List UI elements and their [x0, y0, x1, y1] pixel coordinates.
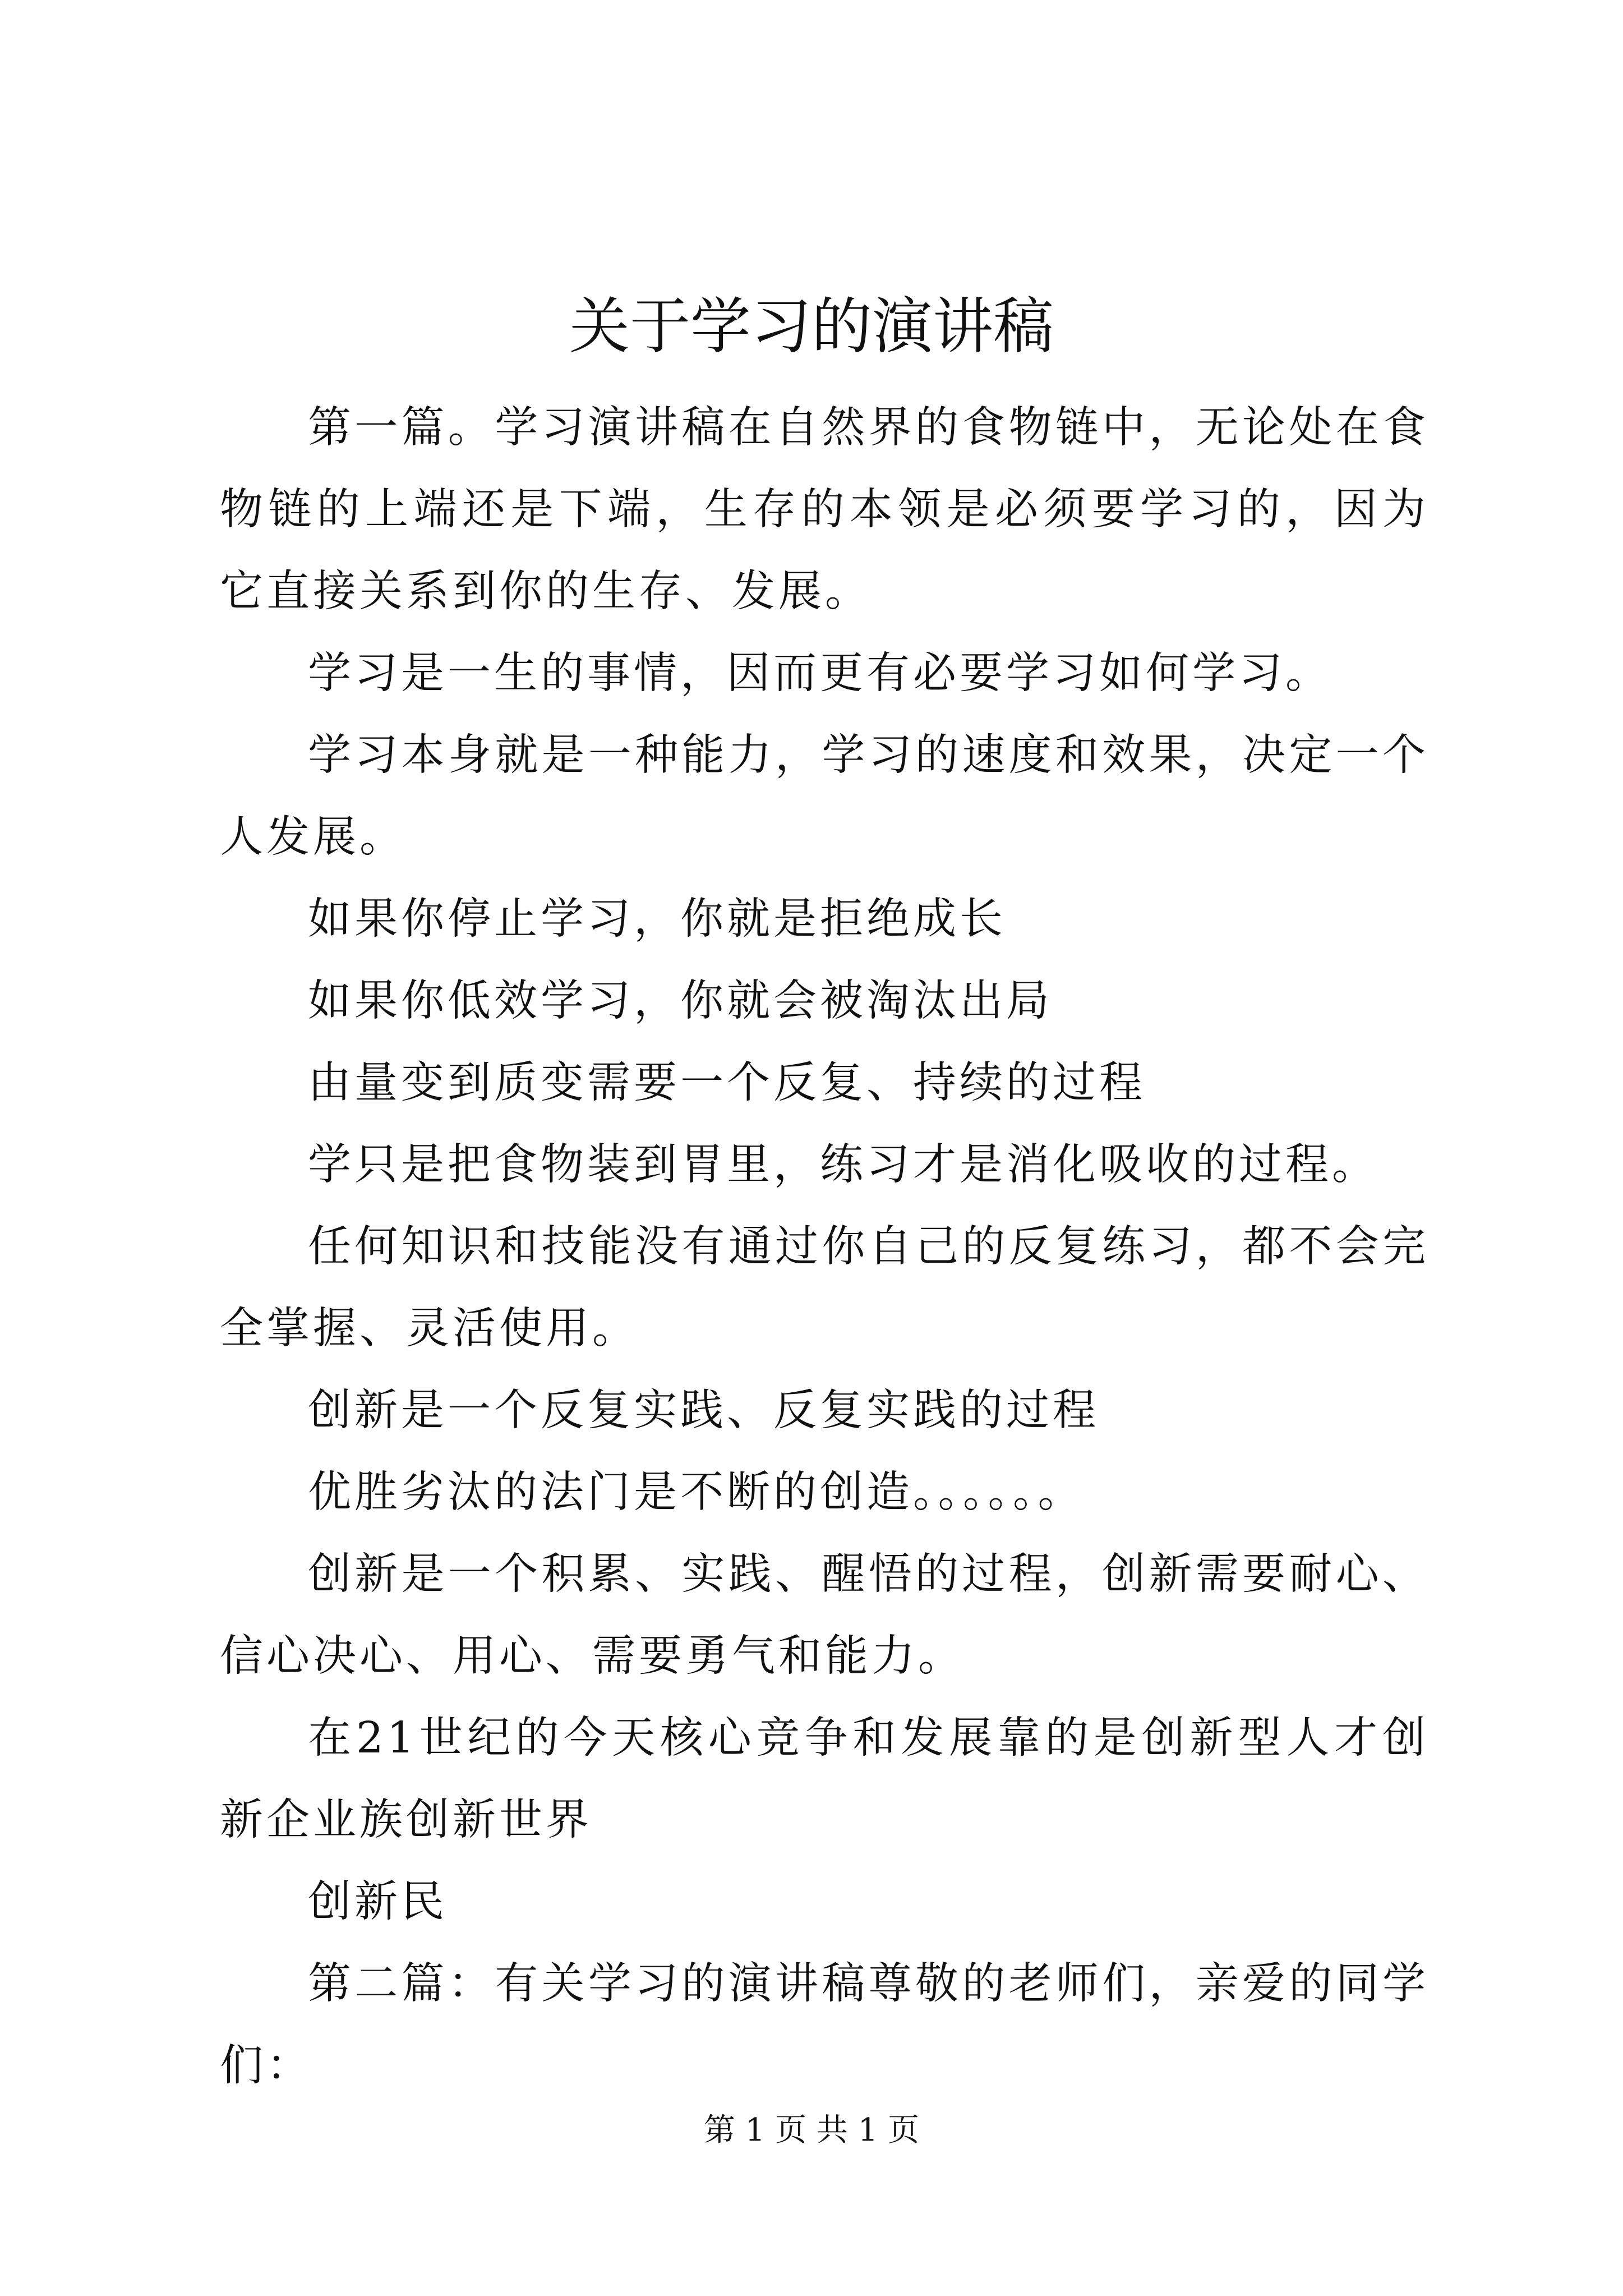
paragraph: 学只是把食物装到胃里，练习才是消化吸收的过程。: [308, 1140, 1378, 1190]
paragraph: 学习是一生的事情，因而更有必要学习如何学习。: [308, 648, 1332, 698]
document-body: [220, 387, 1429, 2107]
paragraph: 创新民: [308, 1877, 448, 1927]
paragraph: 在21世纪的今天核心竞争和发展靠的是创新型人才创新企业族创新世界: [220, 1713, 1429, 1845]
paragraph: 如果你低效学习，你就会被淘汰出局: [308, 976, 1053, 1026]
paragraph: 优胜劣汰的法门是不断的创造。。。。。。: [308, 1467, 1085, 1517]
paragraph: 第一篇。学习演讲稿在自然界的食物链中，无论处在食物链的上端还是下端，生存的本领是必须要学习的，因为它直接关系到你的生存、发展。: [220, 403, 1429, 616]
paragraph: 第二篇：有关学习的演讲稿尊敬的老师们，亲爱的同学们：: [220, 1959, 1429, 2091]
paragraph: 学习本身就是一种能力，学习的速度和效果，决定一个人发展。: [220, 730, 1429, 862]
paragraph: 创新是一个积累、实践、醒悟的过程，创新需要耐心、信心决心、用心、需要勇气和能力。: [220, 1549, 1429, 1681]
page-footer: 第 1 页 共 1 页: [703, 2112, 920, 2148]
paragraph: 任何知识和技能没有通过你自己的反复练习，都不会完全掌握、灵活使用。: [220, 1222, 1429, 1354]
paragraph: 由量变到质变需要一个反复、持续的过程: [308, 1058, 1146, 1108]
paragraph: 如果你停止学习，你就是拒绝成长: [308, 894, 1006, 944]
paragraph: 创新是一个反复实践、反复实践的过程: [308, 1386, 1099, 1435]
document-title: 关于学习的演讲稿: [569, 292, 1054, 362]
